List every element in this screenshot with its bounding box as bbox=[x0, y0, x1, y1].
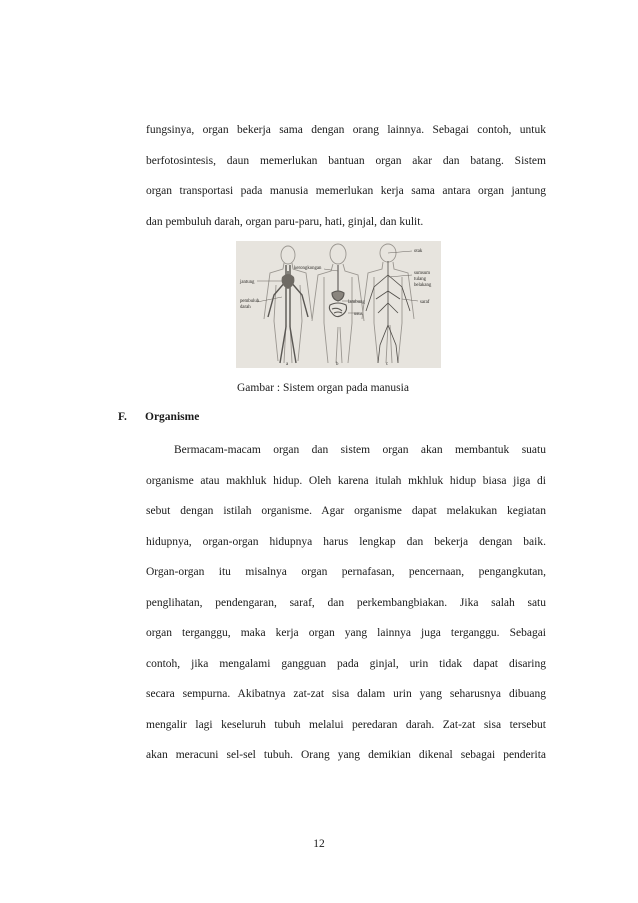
label-a: a bbox=[286, 362, 289, 367]
text-line: akan meracuni sel-sel tubuh. Orang yang demikian dikenal sebagai penderita bbox=[146, 749, 546, 761]
label-kerongkongan: kerongkongan bbox=[294, 266, 322, 271]
label-otak: otak bbox=[414, 249, 423, 254]
text-line: sebut dengan istilah organisme. Agar organisme dapat melakukan kegiatan bbox=[146, 505, 546, 517]
text-line: secara sempurna. Akibatnya zat-zat sisa dalam urin yang seharusnya dibuang bbox=[146, 688, 546, 700]
label-saraf: saraf bbox=[420, 300, 430, 305]
label-pembuluh: pembuluh bbox=[240, 299, 260, 304]
label-belakang: belakang bbox=[414, 283, 432, 288]
label-lambung: lambung bbox=[348, 300, 365, 305]
paragraph-organisme bbox=[146, 435, 546, 771]
text-line: fungsinya, organ bekerja sama dengan orang lainnya. Sebagai contoh, untuk bbox=[146, 124, 546, 136]
text-line: berfotosintesis, daun memerlukan bantuan organ akar dan batang. Sistem bbox=[146, 154, 546, 167]
paragraph-organ-system bbox=[146, 115, 546, 237]
label-tulang: tulang bbox=[414, 277, 426, 282]
text-line: mengalir lagi keseluruh tubuh melalui peredaran darah. Zat-zat sisa tersebut bbox=[146, 718, 546, 731]
text-line: Organ-organ itu misalnya organ pernafasan, pencernaan, pengangkutan, bbox=[146, 566, 546, 578]
text-line: hidupnya, organ-organ hidupnya harus lengkap dan bekerja dengan baik. bbox=[146, 535, 546, 548]
text-line: Bermacam-macam organ dan sistem organ akan membantuk suatu bbox=[174, 444, 546, 456]
text-line: penglihatan, pendengaran, saraf, dan perkembangbiakan. Jika salah satu bbox=[146, 596, 546, 609]
section-title: Organisme bbox=[145, 411, 200, 423]
label-usus: usus bbox=[354, 312, 363, 317]
organ-system-figure bbox=[236, 241, 441, 368]
label-darah: darah bbox=[240, 305, 251, 310]
section-heading bbox=[118, 411, 199, 423]
page-number: 12 bbox=[313, 838, 325, 850]
text-line: organisme atau makhluk hidup. Oleh karena itulah mkhluk hidup biasa jiga di bbox=[146, 474, 546, 487]
text-line: organ transportasi pada manusia memerlukan kerja sama antara organ jantung bbox=[146, 185, 546, 197]
label-b: b bbox=[336, 362, 339, 367]
text-line: organ terganggu, maka kerja organ yang lainnya juga terganggu. Sebagai bbox=[146, 627, 546, 639]
label-sumsum: sumsum bbox=[414, 271, 430, 276]
label-c: c bbox=[386, 362, 389, 367]
figure-caption: Gambar : Sistem organ pada manusia bbox=[237, 382, 409, 394]
text-line: dan pembuluh darah, organ paru-paru, hati, ginjal, dan kulit. bbox=[146, 215, 424, 228]
section-number: F. bbox=[118, 411, 127, 423]
organ-system-illustration bbox=[236, 241, 441, 368]
label-jantung: jantung bbox=[240, 280, 255, 285]
text-line: contoh, jika mengalami gangguan pada ginjal, urin tidak dapat disaring bbox=[146, 657, 546, 670]
